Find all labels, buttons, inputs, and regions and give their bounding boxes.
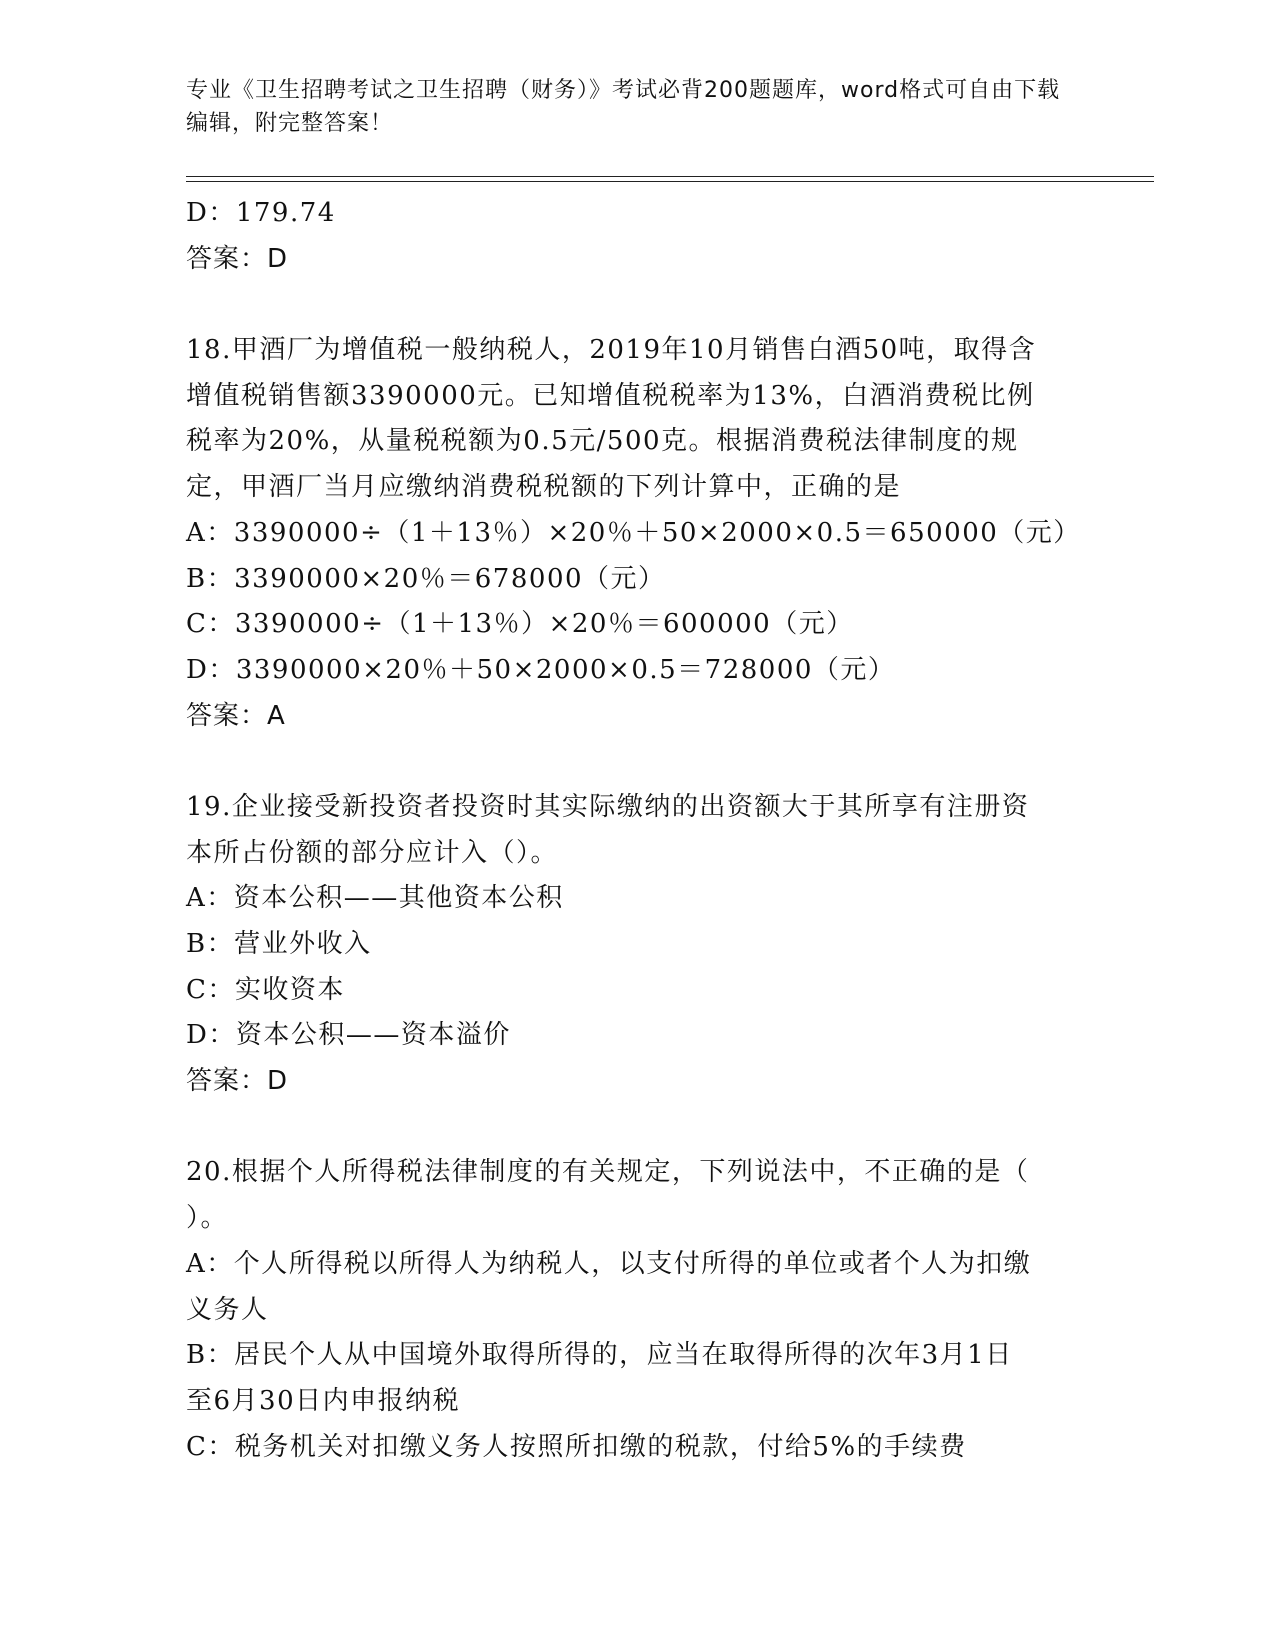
option-d: D：资本公积——资本溢价 bbox=[186, 1020, 511, 1051]
spacer bbox=[186, 1105, 1086, 1151]
question-stem: ）。 bbox=[186, 1203, 229, 1234]
question-stem: 本所占份额的部分应计入（）。 bbox=[186, 837, 559, 868]
answer-line: 答案：D bbox=[186, 1066, 289, 1097]
option-d: D：179.74 bbox=[186, 198, 336, 228]
option-a: A：个人所得税以所得人为纳税人，以支付所得的单位或者个人为扣缴 bbox=[186, 1248, 1032, 1279]
spacer bbox=[186, 282, 1086, 328]
question-content bbox=[186, 191, 1086, 1470]
question-17 bbox=[186, 191, 1086, 282]
option-a: A：3390000÷（1＋13％）×20％＋50×2000×0.5＝650000（元） bbox=[186, 517, 1081, 548]
option-a-continued: 义务人 bbox=[186, 1294, 269, 1325]
option-c: C：税务机关对扣缴义务人按照所扣缴的税款，付给5%的手续费 bbox=[186, 1431, 967, 1462]
answer-line: 答案：D bbox=[186, 243, 289, 274]
question-stem: 税率为20%，从量税税额为0.5元/500克。根据消费税法律制度的规 bbox=[186, 426, 1019, 457]
option-d: D：3390000×20％＋50×2000×0.5＝728000（元） bbox=[186, 654, 896, 685]
option-b: B：居民个人从中国境外取得所得的，应当在取得所得的次年3月1日 bbox=[186, 1340, 1013, 1371]
question-19 bbox=[186, 785, 1086, 1105]
question-stem: 定，甲酒厂当月应缴纳消费税税额的下列计算中，正确的是 bbox=[186, 472, 902, 503]
document-header: 专业《卫生招聘考试之卫生招聘（财务）》考试必背200题题库，word格式可自由下载编辑，附完整答案！ bbox=[186, 78, 1061, 136]
question-18 bbox=[186, 328, 1086, 739]
option-b: B：营业外收入 bbox=[186, 929, 372, 959]
question-stem: 19.企业接受新投资者投资时其实际缴纳的出资额大于其所享有注册资 bbox=[186, 791, 1030, 822]
question-stem: 18.甲酒厂为增值税一般纳税人，2019年10月销售白酒50吨，取得含 bbox=[186, 335, 1037, 366]
option-c: C：3390000÷（1＋13％）×20％＝600000（元） bbox=[186, 609, 854, 640]
question-stem: 增值税销售额3390000元。已知增值税税率为13%，白酒消费税比例 bbox=[186, 380, 1035, 411]
option-a: A：资本公积——其他资本公积 bbox=[186, 883, 564, 914]
question-stem: 20.根据个人所得税法律制度的有关规定，下列说法中，不正确的是（ bbox=[186, 1157, 1030, 1188]
answer-line: 答案：A bbox=[186, 700, 286, 731]
option-c: C：实收资本 bbox=[186, 974, 345, 1005]
header-divider-top bbox=[186, 176, 1154, 177]
header-divider-bottom bbox=[186, 181, 1154, 182]
option-b-continued: 至6月30日内申报纳税 bbox=[186, 1385, 461, 1416]
question-20 bbox=[186, 1150, 1086, 1470]
spacer bbox=[186, 739, 1086, 785]
option-b: B：3390000×20％＝678000（元） bbox=[186, 563, 666, 594]
